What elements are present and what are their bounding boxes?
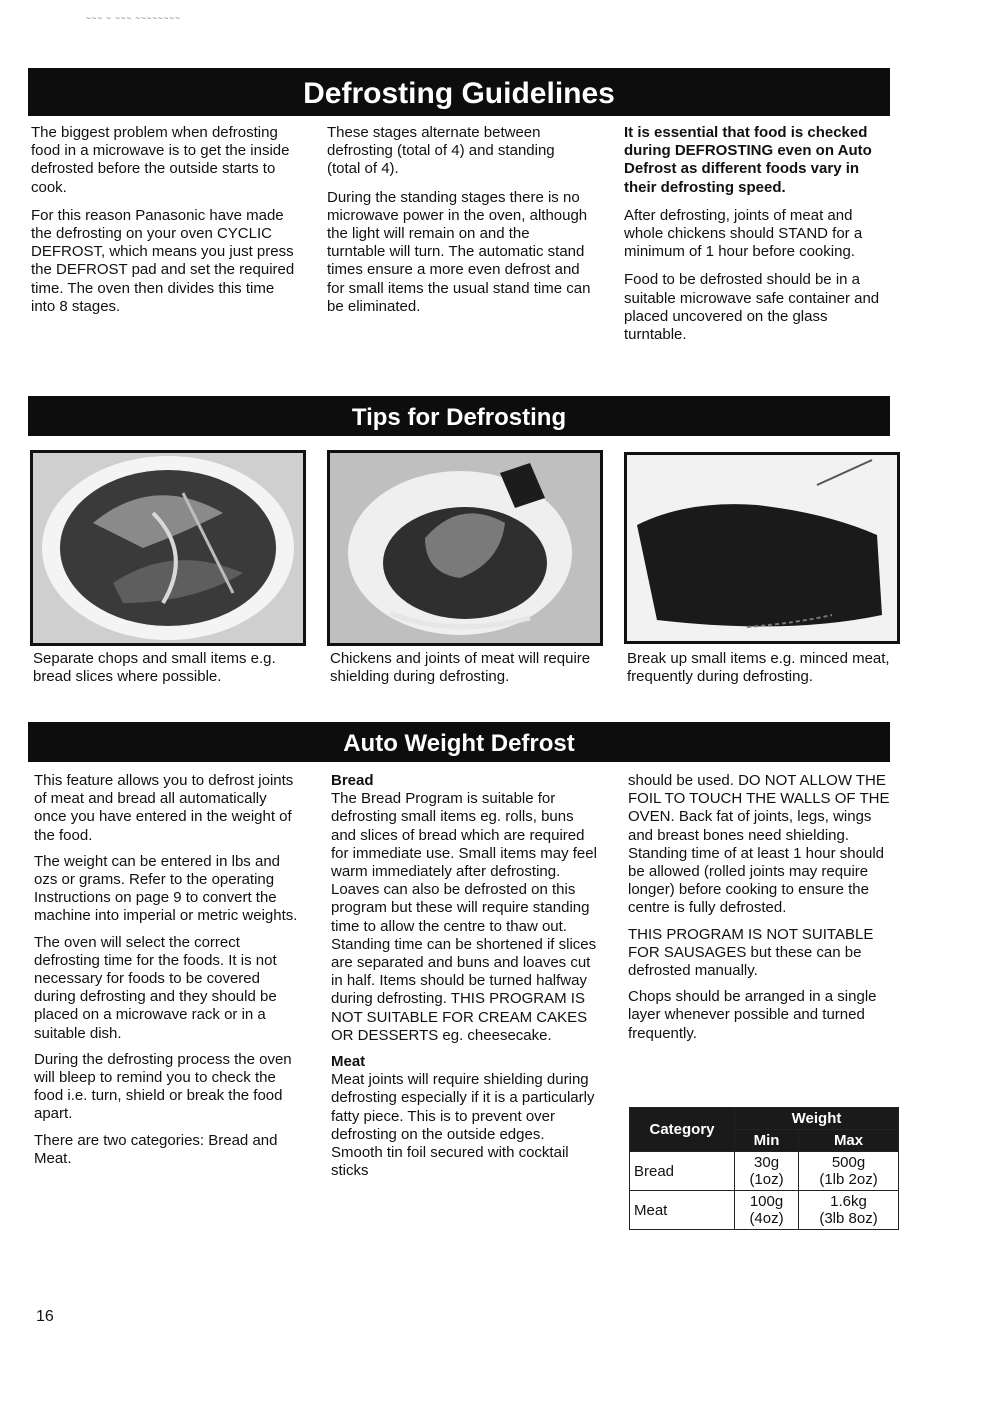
max-cell: 500g (1lb 2oz)	[799, 1152, 899, 1191]
bold-warning: It is essential that food is checked during DEFROSTING even on Auto Defrost as different foods vary in their defrosting speed.	[624, 124, 872, 196]
guidelines-column-3	[624, 124, 892, 354]
paragraph: should be used. DO NOT ALLOW THE FOIL TO TOUCH THE WALLS OF THE OVEN. Back fat of joints, legs, wings and breast bones need shielding. Standing time of at least 1 hour should be allowed (rolled joints may require longer) before cooking to ensure the centre is fully defrosted.	[628, 772, 890, 917]
guidelines-column-2	[327, 124, 592, 326]
caption-chicken: Chickens and joints of meat will require shielding during defrosting.	[330, 650, 591, 685]
section-title: Auto Weight Defrost	[343, 730, 575, 757]
page-number: 16	[36, 1308, 54, 1325]
auto-column-1	[34, 772, 302, 1176]
paragraph: The oven will select the correct defrosting time for the foods. It is not necessary for foods to be covered during defrosting and they should be placed on a microwave rack or in a suitable dish.	[34, 933, 277, 1042]
section-header-defrosting-guidelines	[28, 68, 890, 116]
min-header: Min	[735, 1130, 799, 1152]
paragraph: During the defrosting process the oven will bleep to remind you to check the food i.e. turn, shield or break the food apart.	[34, 1050, 292, 1123]
scan-artifact: ~~~ ~ ~~~ ~~~~~~~~	[86, 14, 181, 23]
auto-column-2	[331, 772, 599, 1188]
guidelines-column-1	[31, 124, 296, 326]
min-cell: 100g (4oz)	[735, 1191, 799, 1230]
photo-chops-image	[33, 453, 303, 643]
paragraph: The weight can be entered in lbs and ozs or grams. Refer to the operating Instructions on page 9 to convert the machine into imperial or metric weights.	[34, 852, 298, 925]
paragraph: After defrosting, joints of meat and whole chickens should STAND for a minimum of 1 hour before cooking.	[624, 206, 863, 261]
paragraph: Chops should be arranged in a single layer whenever possible and turned frequently.	[628, 988, 877, 1042]
section-title: Defrosting Guidelines	[303, 77, 615, 110]
caption-chops: Separate chops and small items e.g. bread slices where possible.	[33, 650, 276, 685]
photo-chicken-image	[330, 453, 600, 643]
bread-paragraph: The Bread Program is suitable for defrosting small items eg. rolls, buns and slices of bread which are required for immediate use. Small items may feel warm immediately after defrosting. Loaves can also be defrosted on this program but these will require standing time to allow the centre to thaw out. Standing time can be shortened if slices are separated and buns and loaves cut in half. Items should be turned halfway during defrosting. THIS PROGRAM IS NOT SUITABLE FOR CREAM CAKES OR DESSERTS eg. cheesecake.	[331, 790, 597, 1044]
table-row	[630, 1152, 899, 1191]
paragraph: There are two categories: Bread and Meat.	[34, 1131, 278, 1167]
bread-heading: Bread	[331, 772, 374, 789]
section-header-auto-weight	[28, 722, 890, 762]
table-row	[630, 1191, 899, 1230]
paragraph: The biggest problem when defrosting food in a microwave is to get the inside defrosted before the outside starts to cook.	[31, 124, 290, 196]
paragraph: These stages alternate between defrosting (total of 4) and standing (total of 4).	[327, 124, 555, 178]
paragraph: THIS PROGRAM IS NOT SUITABLE FOR SAUSAGES but these can be defrosted manually.	[628, 925, 874, 980]
caption-minced-meat: Break up small items e.g. minced meat, frequently during defrosting.	[627, 650, 890, 685]
category-cell: Bread	[630, 1152, 735, 1191]
section-title: Tips for Defrosting	[351, 404, 567, 431]
weight-header: Weight	[735, 1108, 899, 1130]
category-cell: Meat	[630, 1191, 735, 1230]
max-header: Max	[799, 1130, 899, 1152]
photo-chicken	[327, 450, 603, 646]
meat-paragraph: Meat joints will require shielding during defrosting especially if it is a particularly fatty piece. This is to prevent over defrosting on the outside edges. Smooth tin foil secured with cocktail sticks	[331, 1071, 595, 1180]
paragraph: For this reason Panasonic have made the defrosting on your oven CYCLIC DEFROST, which means you just press the DEFROST pad and set the required time. The oven then divides this time into 8 stages.	[31, 206, 295, 315]
weight-table	[629, 1107, 899, 1230]
min-cell: 30g (1oz)	[735, 1152, 799, 1191]
max-cell: 1.6kg (3lb 8oz)	[799, 1191, 899, 1230]
category-header: Category	[630, 1108, 735, 1152]
photo-chops	[30, 450, 306, 646]
photo-minced-meat-image	[627, 455, 897, 641]
paragraph: This feature allows you to defrost joints of meat and bread all automatically once you have entered in the weight of the food.	[34, 772, 294, 844]
meat-heading: Meat	[331, 1053, 366, 1071]
photo-minced-meat	[624, 452, 900, 644]
auto-column-3	[628, 772, 896, 1051]
paragraph: Food to be defrosted should be in a suitable microwave safe container and placed uncovered on the glass turntable.	[624, 271, 880, 344]
paragraph: During the standing stages there is no microwave power in the oven, although the light will remain on and the turntable will turn. The automatic stand times ensure a more even defrost and for small items the usual stand time can be eliminated.	[327, 188, 591, 315]
section-header-tips	[28, 396, 890, 436]
